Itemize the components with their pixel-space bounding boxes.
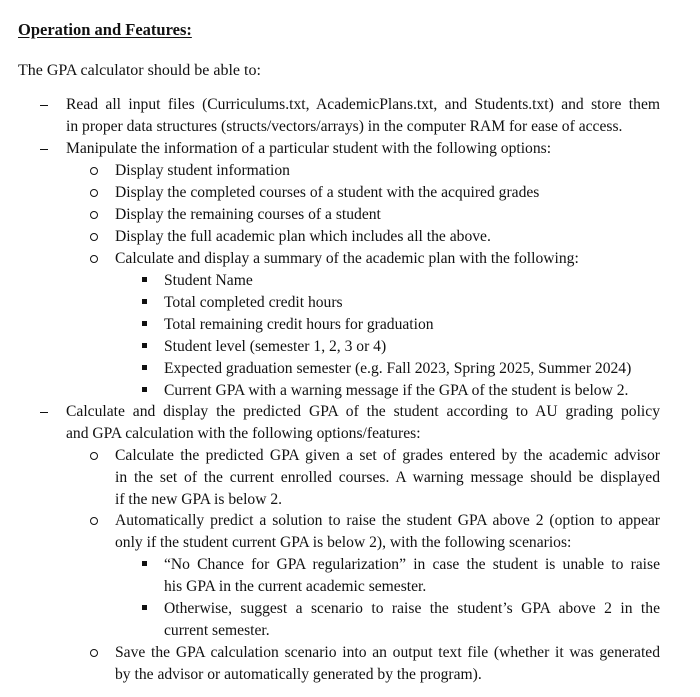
- save-scenario-line-1: Save the GPA calculation scenario into an output text file (whether it was generated: [115, 644, 660, 661]
- summary-graduation-semester: Expected graduation semester (e.g. Fall 2023, Spring 2025, Summer 2024): [164, 360, 632, 377]
- summary-completed-hours: Total completed credit hours: [164, 294, 343, 311]
- no-chance-line-1: “No Chance for GPA regularization” in case the student is unable to raise: [164, 556, 660, 573]
- circle-bullet: [90, 167, 98, 175]
- summary-student-name: Student Name: [164, 272, 253, 289]
- square-bullet: [142, 605, 147, 610]
- summary-remaining-hours: Total remaining credit hours for graduation: [164, 316, 434, 333]
- circle-bullet: [90, 517, 98, 525]
- read-files-line-2: in proper data structures (structs/vectors/arrays) in the computer RAM for ease of access.: [66, 118, 623, 135]
- auto-predict-line-2: only if the student current GPA is below 2), with the following scenarios:: [115, 534, 572, 551]
- predict-line-1: Calculate the predicted GPA given a set of grades entered by the academic advisor: [115, 447, 660, 464]
- circle-bullet: [90, 452, 98, 460]
- option-summary: Calculate and display a summary of the academic plan with the following:: [115, 250, 579, 267]
- circle-bullet: [90, 189, 98, 197]
- square-bullet: [142, 365, 147, 370]
- square-bullet: [142, 299, 147, 304]
- circle-bullet: [90, 211, 98, 219]
- auto-predict-line-1: Automatically predict a solution to raise the student GPA above 2 (option to appear: [115, 512, 660, 529]
- otherwise-line-1: Otherwise, suggest a scenario to raise the student’s GPA above 2 in the: [164, 600, 660, 617]
- option-display-info: Display student information: [115, 162, 290, 179]
- predict-line-2: in the set of the current enrolled courses. A warning message should be displayed: [115, 469, 660, 486]
- no-chance-line-2: his GPA in the current academic semester.: [164, 578, 427, 595]
- calculate-line-1: Calculate and display the predicted GPA of the student according to AU grading policy: [66, 403, 660, 420]
- circle-bullet: [90, 255, 98, 263]
- read-files-line-1: Read all input files (Curriculums.txt, AcademicPlans.txt, and Students.txt) and store them: [66, 96, 660, 113]
- option-display-completed: Display the completed courses of a student with the acquired grades: [115, 184, 540, 201]
- square-bullet: [142, 387, 147, 392]
- summary-current-gpa: Current GPA with a warning message if the GPA of the student is below 2.: [164, 382, 629, 399]
- intro-text: The GPA calculator should be able to:: [18, 62, 261, 79]
- square-bullet: [142, 343, 147, 348]
- dash-bullet: [40, 149, 48, 150]
- summary-student-level: Student level (semester 1, 2, 3 or 4): [164, 338, 387, 355]
- circle-bullet: [90, 649, 98, 657]
- save-scenario-line-2: by the advisor or automatically generated by the program).: [115, 666, 482, 683]
- square-bullet: [142, 277, 147, 282]
- square-bullet: [142, 561, 147, 566]
- manipulate-line: Manipulate the information of a particular student with the following options:: [66, 140, 552, 157]
- otherwise-line-2: current semester.: [164, 622, 270, 639]
- dash-bullet: [40, 105, 48, 106]
- dash-bullet: [40, 412, 48, 413]
- option-display-remaining: Display the remaining courses of a student: [115, 206, 381, 223]
- predict-line-3: if the new GPA is below 2.: [115, 491, 283, 508]
- option-display-full-plan: Display the full academic plan which includes all the above.: [115, 228, 491, 245]
- circle-bullet: [90, 233, 98, 241]
- calculate-line-2: and GPA calculation with the following options/features:: [66, 425, 421, 442]
- square-bullet: [142, 321, 147, 326]
- section-heading: Operation and Features:: [18, 20, 192, 39]
